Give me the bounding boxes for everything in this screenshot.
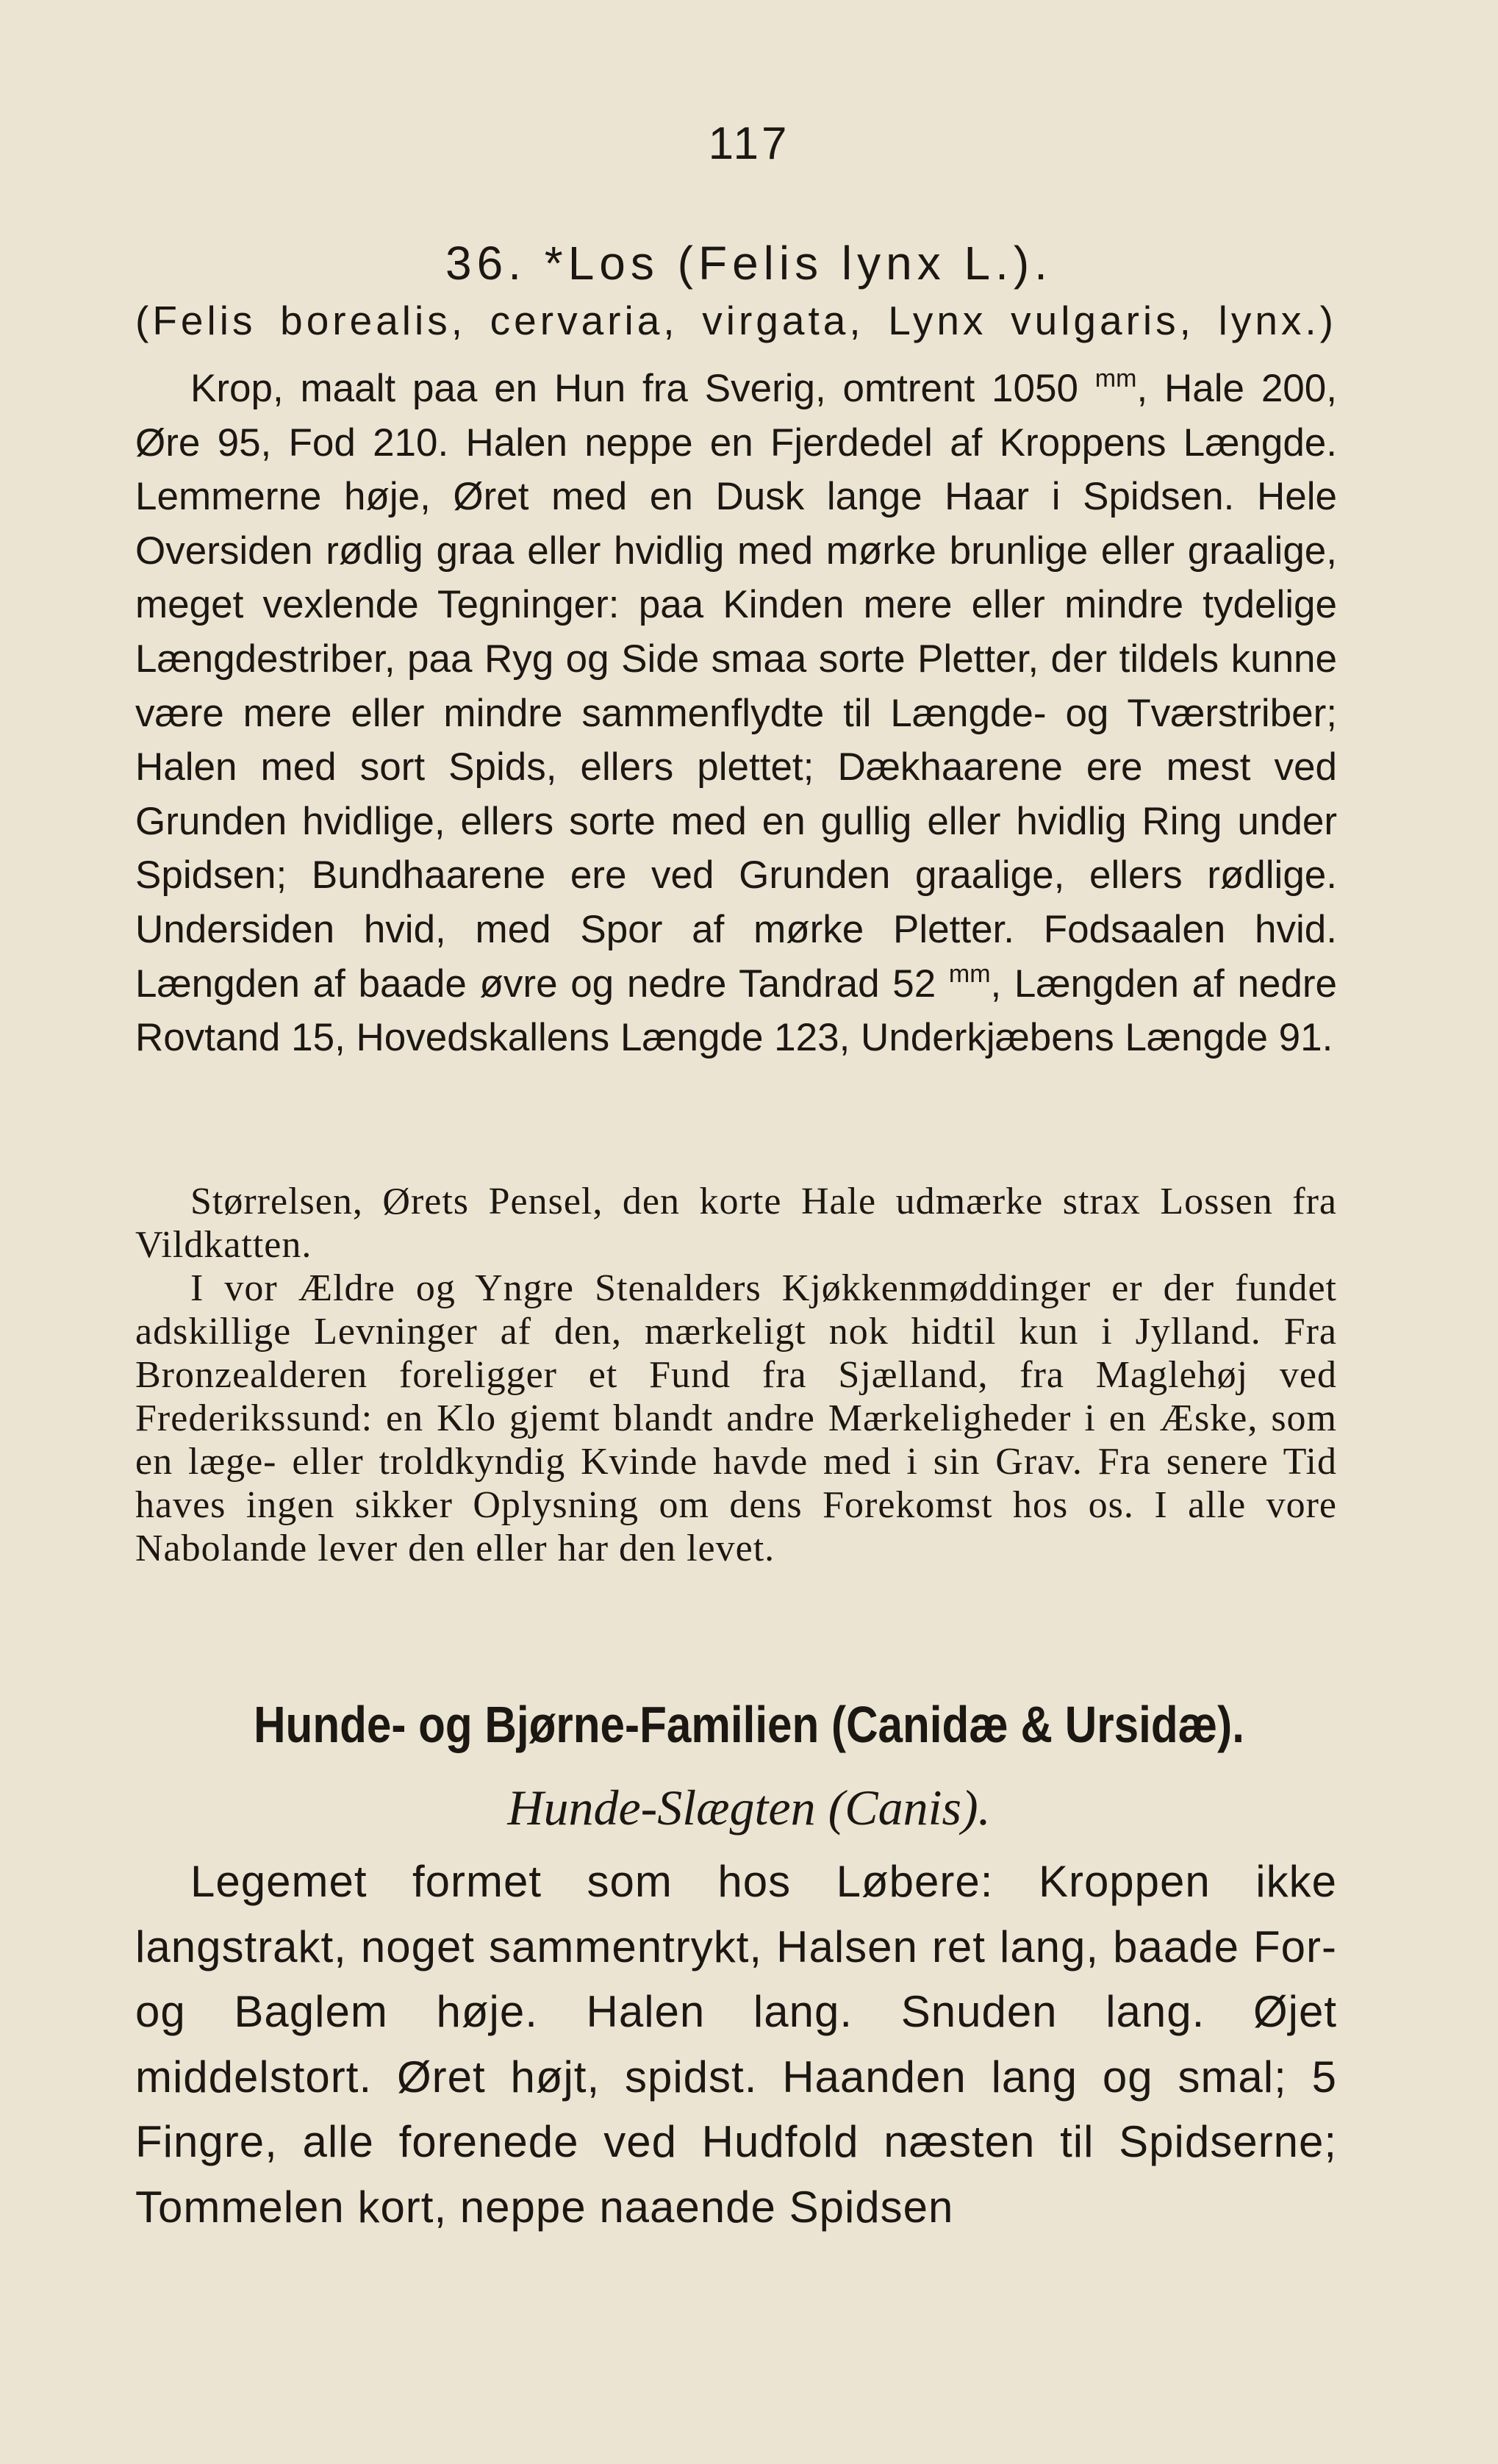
species-description (135, 362, 1337, 1065)
family-heading: Hunde- og Bjørne-Familien (Canidæ & Ursidæ). (254, 1696, 1244, 1753)
species-notes (135, 1180, 1337, 1570)
genus-paragraph: Legemet formet som hos Løbere: Kroppen ikke langstrakt, noget sammentrykt, Halsen ret lang, baade For- og Baglem høje. Halen lang. Snuden lang. Øjet middelstort. Øret højt, spidst. Haanden lang og smal; 5 Fingre, alle forenede ved Hudfold næsten til Spidserne; Tommelen kort, neppe naaende Spidsen (135, 1857, 1337, 2232)
notes-paragraph: Størrelsen, Ørets Pensel, den korte Hale udmærke strax Lossen fra Vildkatten. (135, 1181, 1337, 1266)
notes-paragraph: I vor Ældre og Yngre Stenalders Kjøkkenmøddinger er der fundet adskillige Levninger af den, mærkeligt nok hidtil kun i Jylland. Fra Bronzealderen foreligger et Fund fra Sjælland, fra Maglehøj ved Frederikssund: en Klo gjemt blandt andre Mærkeligheder i en Æske, som en læge- eller troldkyndig Kvinde havde med i sin Grav. Fra senere Tid haves ingen sikker Oplysning om dens Forekomst hos os. I alle vore Nabolande lever den eller har den levet. (135, 1267, 1337, 1569)
genus-heading: Hunde-Slægten (Canis). (507, 1780, 991, 1836)
genus-description (135, 1849, 1337, 2240)
species-title: 36. *Los (Felis lynx L.). (445, 237, 1053, 290)
species-synonyms: (Felis borealis, cervaria, virgata, Lynx vulgaris, lynx.) (135, 298, 1337, 343)
description-paragraph: Krop, maalt paa en Hun fra Sverig, omtrent 1050 $^{mm}$, Hale 200, Øre 95, Fod 210. Halen neppe en Fjerdedel af Kroppens Længde. Lemmerne høje, Øret med en Dusk lange Haar i Spidsen. Hele Oversiden rødlig graa eller hvidlig med mørke brunlige eller graalige, meget vexlende Tegninger: paa Kinden mere eller mindre tydelige Længdestriber, paa Ryg og Side smaa sorte Pletter, der tildels kunne være mere eller mindre sammenflydte til Længde- og Tværstriber; Halen med sort Spids, ellers plettet; Dækhaarene ere mest ved Grunden hvidlige, ellers sorte med en gullig eller hvidlig Ring under Spidsen; Bundhaarene ere ved Grunden graalige, ellers rødlige. Undersiden hvid, med Spor af mørke Pletter. Fodsaalen hvid. Længden af baade øvre og nedre Tandrad 52 $^{mm}$, Længden af nedre Rovtand 15, Hovedskallens Længde 123, Underkjæbens Længde 91. (135, 365, 1337, 1060)
unit-superscript: mm (948, 959, 991, 988)
page-number: 117 (708, 118, 790, 169)
unit-superscript: mm (1094, 365, 1137, 393)
